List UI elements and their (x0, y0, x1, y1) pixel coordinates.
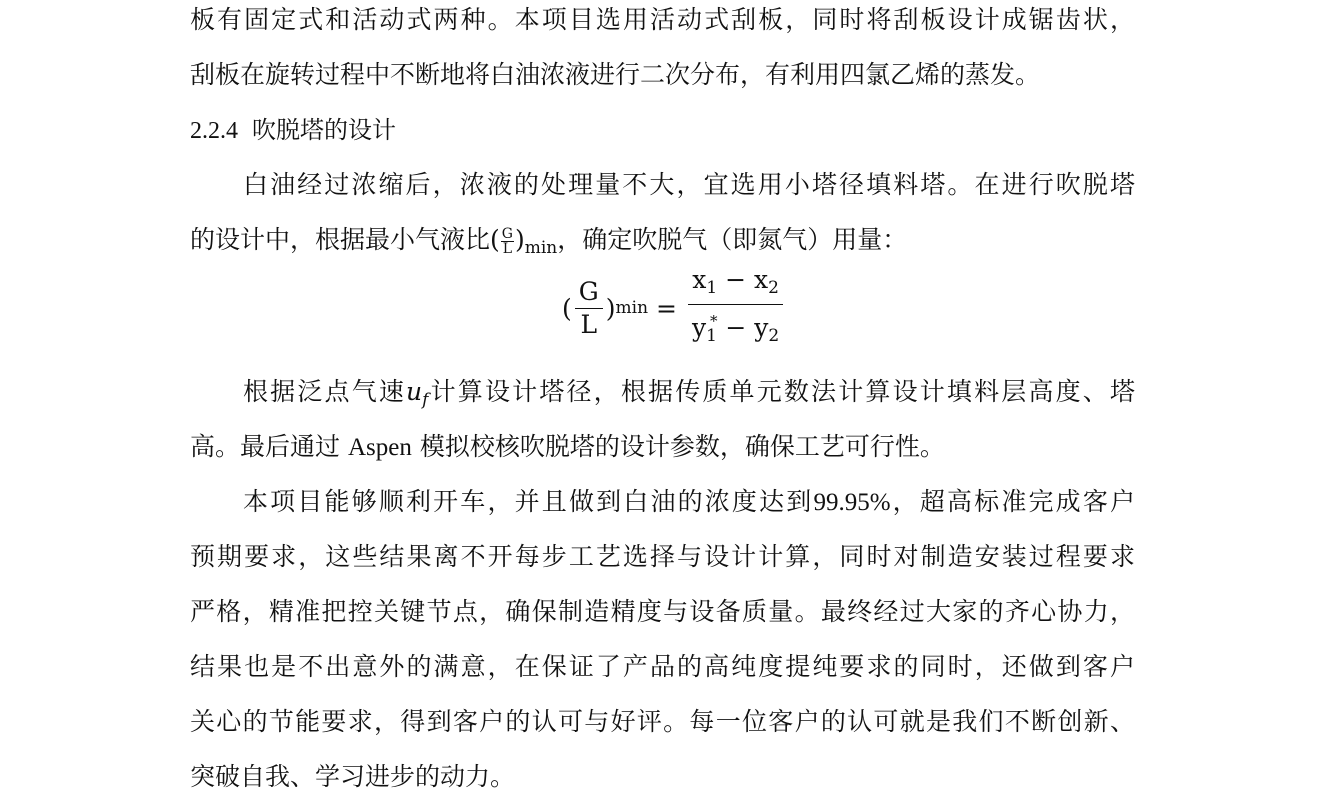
display-equation (562, 265, 786, 346)
paragraph-result-line-1 (243, 487, 1135, 518)
paragraph-result-line-4: 结果也是不出意外的满意，在保证了产品的高纯度提纯要求的同时，还做到客户 (190, 652, 1135, 681)
eq-y1-sub: 1 (706, 326, 717, 346)
eq-y2-sub: 2 (768, 326, 780, 346)
eq-x2-sub: 2 (768, 278, 779, 298)
calc-var-u-sub: f (422, 390, 429, 410)
result-text-before: 本项目能够顺利开车，并且做到白油的浓度达到 (243, 487, 814, 516)
paragraph-design-line-2 (190, 225, 1135, 263)
paragraph-calc-line-1 (243, 377, 1135, 415)
eq-equals-sign: = (656, 293, 677, 323)
eq-den-minus: − (725, 313, 747, 342)
design-text-before: 的设计中，根据最小气液比( (190, 225, 500, 254)
eq-rhs-fraction (688, 265, 783, 351)
eq-y1-star: * (709, 312, 718, 330)
paragraph-design-line-1: 白油经过浓缩后，浓液的处理量不大，宜选用小塔径填料塔。在进行吹脱塔 (243, 170, 1135, 199)
paragraph-result-line-5: 关心的节能要求，得到客户的认可与好评。每一位客户的认可就是我们不断创新、 (190, 707, 1135, 736)
paragraph-result-line-6: 突破自我、学习进步的动力。 (190, 762, 516, 791)
eq-x2: x (754, 265, 769, 294)
inline-fraction-numerator: G (501, 226, 513, 242)
calc-line2-after: 模拟校核吹脱塔的设计参数，确保工艺可行性。 (419, 432, 945, 461)
eq-lhs-close-paren: ) (605, 293, 616, 323)
inline-close-paren: ) (514, 225, 525, 254)
section-title: 吹脱塔的设计 (252, 116, 396, 144)
paragraph-result-line-3: 严格，精准把控关键节点，确保制造精度与设备质量。最终经过大家的齐心协力， (190, 597, 1135, 626)
paragraph-top-line-2: 刮板在旋转过程中不断地将白油浓液进行二次分布，有利用四氯乙烯的蒸发。 (190, 60, 1041, 89)
section-number: 2.2.4 (190, 118, 238, 144)
paragraph-top-line-1: 板有固定式和活动式两种。本项目选用活动式刮板，同时将刮板设计成锯齿状， (190, 5, 1135, 34)
calc-var-u: u (406, 377, 423, 406)
eq-rhs-denominator (688, 305, 783, 351)
inline-subscript-min: min (524, 238, 558, 258)
eq-lhs-open-paren: ( (562, 293, 572, 323)
calc-line2-aspen: Aspen (347, 434, 412, 461)
section-heading (190, 115, 1135, 146)
eq-x1: x (692, 265, 707, 294)
eq-num-minus: − (725, 265, 747, 294)
eq-x1-sub: 1 (706, 278, 718, 298)
eq-lhs-numerator: G (575, 277, 603, 309)
eq-y1: y (691, 313, 707, 342)
inline-fraction-denominator: L (502, 241, 512, 257)
result-text-after: ，超高标准完成客户 (890, 487, 1135, 516)
calc-text-before: 根据泛点气速 (243, 377, 407, 406)
eq-y2: y (754, 313, 769, 342)
design-text-after: ，确定吹脱气（即氮气）用量： (557, 225, 908, 254)
calc-text-after: 计算设计塔径，根据传质单元数法计算设计填料层高度、塔 (428, 377, 1135, 406)
paragraph-result-line-2: 预期要求，这些结果离不开每步工艺选择与设计计算，同时对制造安装过程要求 (190, 542, 1135, 571)
calc-line2-before: 高。最后通过 (190, 432, 341, 461)
result-value: 99.95% (813, 489, 891, 516)
eq-lhs-denominator: L (580, 309, 598, 339)
eq-rhs-numerator (688, 265, 783, 305)
paragraph-calc-line-2 (190, 432, 1135, 463)
eq-lhs-fraction (575, 277, 603, 340)
eq-lhs-subscript: min (615, 298, 649, 318)
inline-fraction (501, 227, 514, 256)
